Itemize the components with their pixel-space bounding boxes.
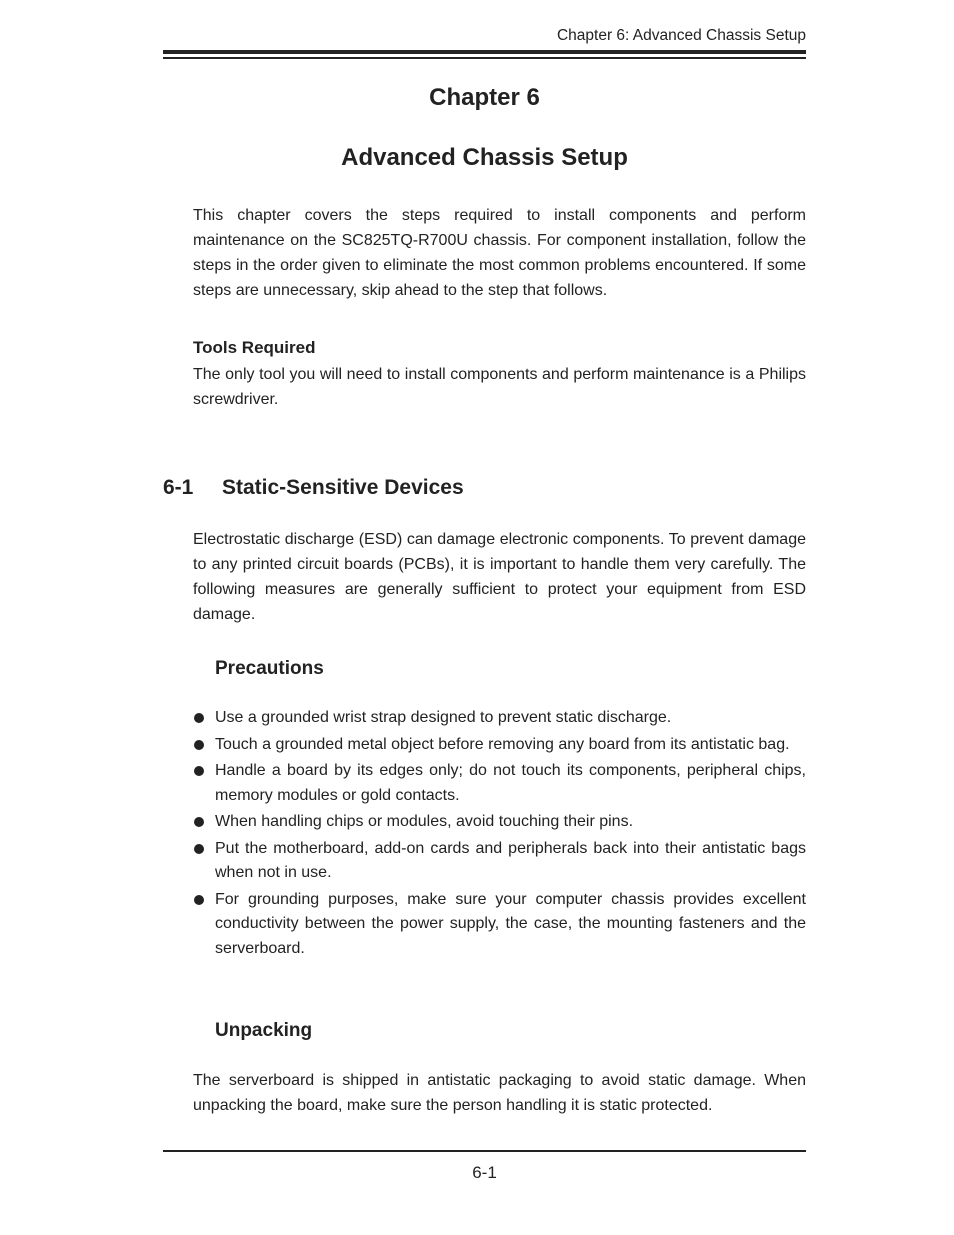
header-rule-thick bbox=[163, 50, 806, 54]
tools-paragraph: The only tool you will need to install components and perform maintenance is a Philips screwdriver. bbox=[193, 366, 806, 408]
precautions-list bbox=[193, 706, 806, 963]
bullet-icon bbox=[194, 766, 204, 776]
section-title: Static-Sensitive Devices bbox=[222, 476, 464, 499]
list-item-text: Use a grounded wrist strap designed to prevent static discharge. bbox=[215, 709, 672, 726]
intro-paragraph: This chapter covers the steps required to install components and perform maintenance on the SC825TQ-R700U chassis. For component installation, follow the steps in the order given to eliminate the most common problems encountered. If some steps are unnecessary, skip ahead to the step that follows. bbox=[193, 207, 806, 299]
list-item-text: When handling chips or modules, avoid touching their pins. bbox=[215, 813, 634, 830]
bullet-icon bbox=[194, 844, 204, 854]
list-item bbox=[193, 759, 806, 808]
unpacking-paragraph: The serverboard is shipped in antistatic packaging to avoid static damage. When unpacking the board, make sure the person handling it is static protected. bbox=[193, 1072, 806, 1114]
list-item-text: Put the motherboard, add-on cards and peripherals back into their antistatic bags when not in use. bbox=[215, 839, 806, 881]
bullet-icon bbox=[194, 740, 204, 750]
header-rule-thin bbox=[163, 57, 806, 59]
list-item-text: For grounding purposes, make sure your computer chassis provides excellent conductivity between the power supply, the case, the mounting fasteners and the serverboard. bbox=[215, 890, 806, 957]
list-item bbox=[193, 706, 806, 731]
list-item-text: Handle a board by its edges only; do not touch its components, peripheral chips, memory modules or gold contacts. bbox=[215, 762, 806, 804]
chapter-number: Chapter 6 bbox=[429, 84, 540, 111]
running-header: Chapter 6: Advanced Chassis Setup bbox=[556, 27, 806, 44]
chapter-title: Advanced Chassis Setup bbox=[341, 144, 628, 171]
section-number: 6-1 bbox=[163, 476, 194, 499]
precautions-heading: Precautions bbox=[215, 658, 324, 679]
footer-rule bbox=[163, 1150, 806, 1152]
list-item-text: Touch a grounded metal object before removing any board from its antistatic bag. bbox=[215, 735, 790, 753]
section-heading bbox=[163, 476, 464, 500]
list-item bbox=[193, 888, 806, 962]
list-item bbox=[193, 733, 806, 758]
bullet-icon bbox=[194, 817, 204, 827]
esd-paragraph: Electrostatic discharge (ESD) can damage electronic components. To prevent damage to any printed circuit boards (PCBs), it is important to handle them very carefully. The following measures are generally sufficient to protect your equipment from ESD damage. bbox=[193, 531, 806, 623]
bullet-icon bbox=[194, 895, 204, 905]
tools-heading: Tools Required bbox=[193, 338, 316, 357]
list-item bbox=[193, 810, 806, 835]
list-item bbox=[193, 837, 806, 886]
bullet-icon bbox=[194, 713, 204, 723]
page-number: 6-1 bbox=[472, 1163, 497, 1182]
unpacking-heading: Unpacking bbox=[215, 1020, 313, 1041]
